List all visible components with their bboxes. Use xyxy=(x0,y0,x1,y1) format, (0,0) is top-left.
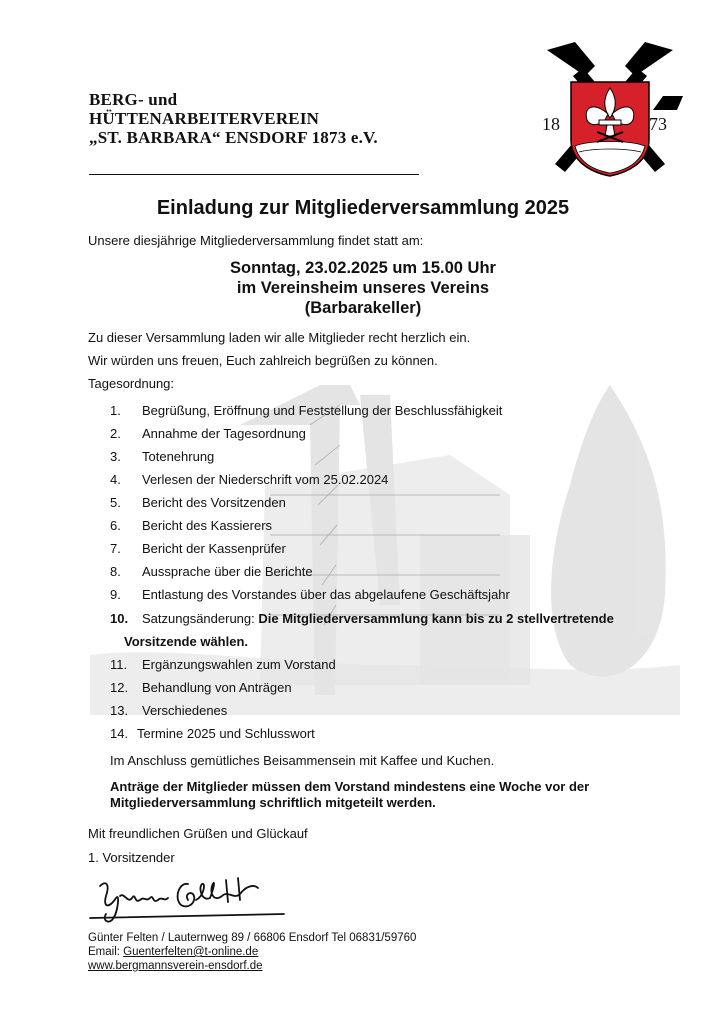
agenda-number: 9. xyxy=(110,587,121,602)
welcome-text: Wir würden uns freuen, Euch zahlreich begrüßen zu können. xyxy=(88,353,438,368)
org-line-2: HÜTTENARBEITERVEREIN xyxy=(89,109,320,128)
agenda-number: 14. xyxy=(110,726,129,741)
agenda-number: 3. xyxy=(110,449,121,464)
closing-greeting: Mit freundlichen Grüßen und Glückauf xyxy=(88,826,308,841)
agenda-text: Entlastung des Vorstandes über das abgelaufene Geschäftsjahr xyxy=(142,587,510,602)
agenda-number: 7. xyxy=(110,541,121,556)
email-label: Email: xyxy=(88,946,124,958)
agenda-text: Annahme der Tagesordnung xyxy=(142,426,306,441)
motion-deadline-note xyxy=(110,779,670,811)
intro-text: Unsere diesjährige Mitgliederversammlung findet statt am: xyxy=(88,233,424,248)
agenda-number: 1. xyxy=(110,403,121,418)
agenda-number: 2. xyxy=(110,426,121,441)
document-title: Einladung zur Mitgliederversammlung 2025 xyxy=(156,197,570,219)
org-line-3: „ST. BARBARA“ ENSDORF 1873 e.V. xyxy=(89,128,378,147)
agenda-text: Termine 2025 und Schlusswort xyxy=(137,726,315,741)
agenda-number: 11. xyxy=(110,657,128,672)
note-line-2: Mitgliederversammlung schriftlich mitgeteilt werden. xyxy=(110,795,436,810)
agenda-number: 13. xyxy=(110,703,129,718)
agenda-text: Ergänzungswahlen zum Vorstand xyxy=(142,657,336,672)
website-link[interactable]: www.bergmannsverein-ensdorf.de xyxy=(88,960,263,972)
agenda-text xyxy=(142,611,614,626)
agenda-text: Bericht des Kassierers xyxy=(142,518,273,533)
agenda-text-regular: Satzungsänderung: xyxy=(142,611,259,626)
agenda-number: 12. xyxy=(110,680,129,695)
club-emblem-logo xyxy=(535,40,685,180)
agenda-text: Bericht der Kassenprüfer xyxy=(142,541,286,556)
founding-year-right: 73 xyxy=(649,114,667,134)
org-line-1: BERG- und xyxy=(89,90,178,109)
agenda-number: 8. xyxy=(110,564,121,579)
contact-footer xyxy=(88,931,416,973)
agenda-number: 4. xyxy=(110,472,121,487)
agenda-text: Totenehrung xyxy=(142,449,215,464)
event-date-time: Sonntag, 23.02.2025 um 15.00 Uhr xyxy=(230,259,496,277)
agenda-text-continued: Vorsitzende wählen. xyxy=(124,634,249,649)
agenda-heading: Tagesordnung: xyxy=(88,376,175,391)
event-room: (Barbarakeller) xyxy=(304,299,422,317)
agenda-text-bold: Die Mitgliederversammlung kann bis zu 2 stellvertretende xyxy=(258,611,614,626)
social-gathering-text: Im Anschluss gemütliches Beisammensein mit Kaffee und Kuchen. xyxy=(110,753,495,768)
email-link[interactable]: Guenterfelten@t-online.de xyxy=(123,946,259,958)
agenda-number: 6. xyxy=(110,518,121,533)
note-line-1: Anträge der Mitglieder müssen dem Vorstand mindestens eine Woche vor der xyxy=(110,779,590,794)
agenda-text: Aussprache über die Berichte xyxy=(142,564,313,579)
agenda-number: 5. xyxy=(110,495,121,510)
signatory-role: 1. Vorsitzender xyxy=(88,850,175,865)
event-details xyxy=(0,258,726,318)
agenda-number: 10. xyxy=(110,611,129,626)
agenda-text: Behandlung von Anträgen xyxy=(142,680,292,695)
agenda-text: Verlesen der Niederschrift vom 25.02.2024 xyxy=(142,472,389,487)
contact-email-line xyxy=(88,945,416,959)
header-divider xyxy=(89,174,419,175)
agenda-text: Verschiedenes xyxy=(142,703,228,718)
agenda-text: Bericht des Vorsitzenden xyxy=(142,495,286,510)
handwritten-signature xyxy=(88,874,298,926)
event-place: im Vereinsheim unseres Vereins xyxy=(236,279,490,297)
organization-name xyxy=(89,90,378,147)
contact-address: Günter Felten / Lauternweg 89 / 66806 Ensdorf Tel 06831/59760 xyxy=(88,932,417,944)
founding-year-left: 18 xyxy=(542,114,560,134)
invitation-text: Zu dieser Versammlung laden wir alle Mitglieder recht herzlich ein. xyxy=(88,330,471,345)
agenda-text: Begrüßung, Eröffnung und Feststellung der Beschlussfähigkeit xyxy=(142,403,503,418)
